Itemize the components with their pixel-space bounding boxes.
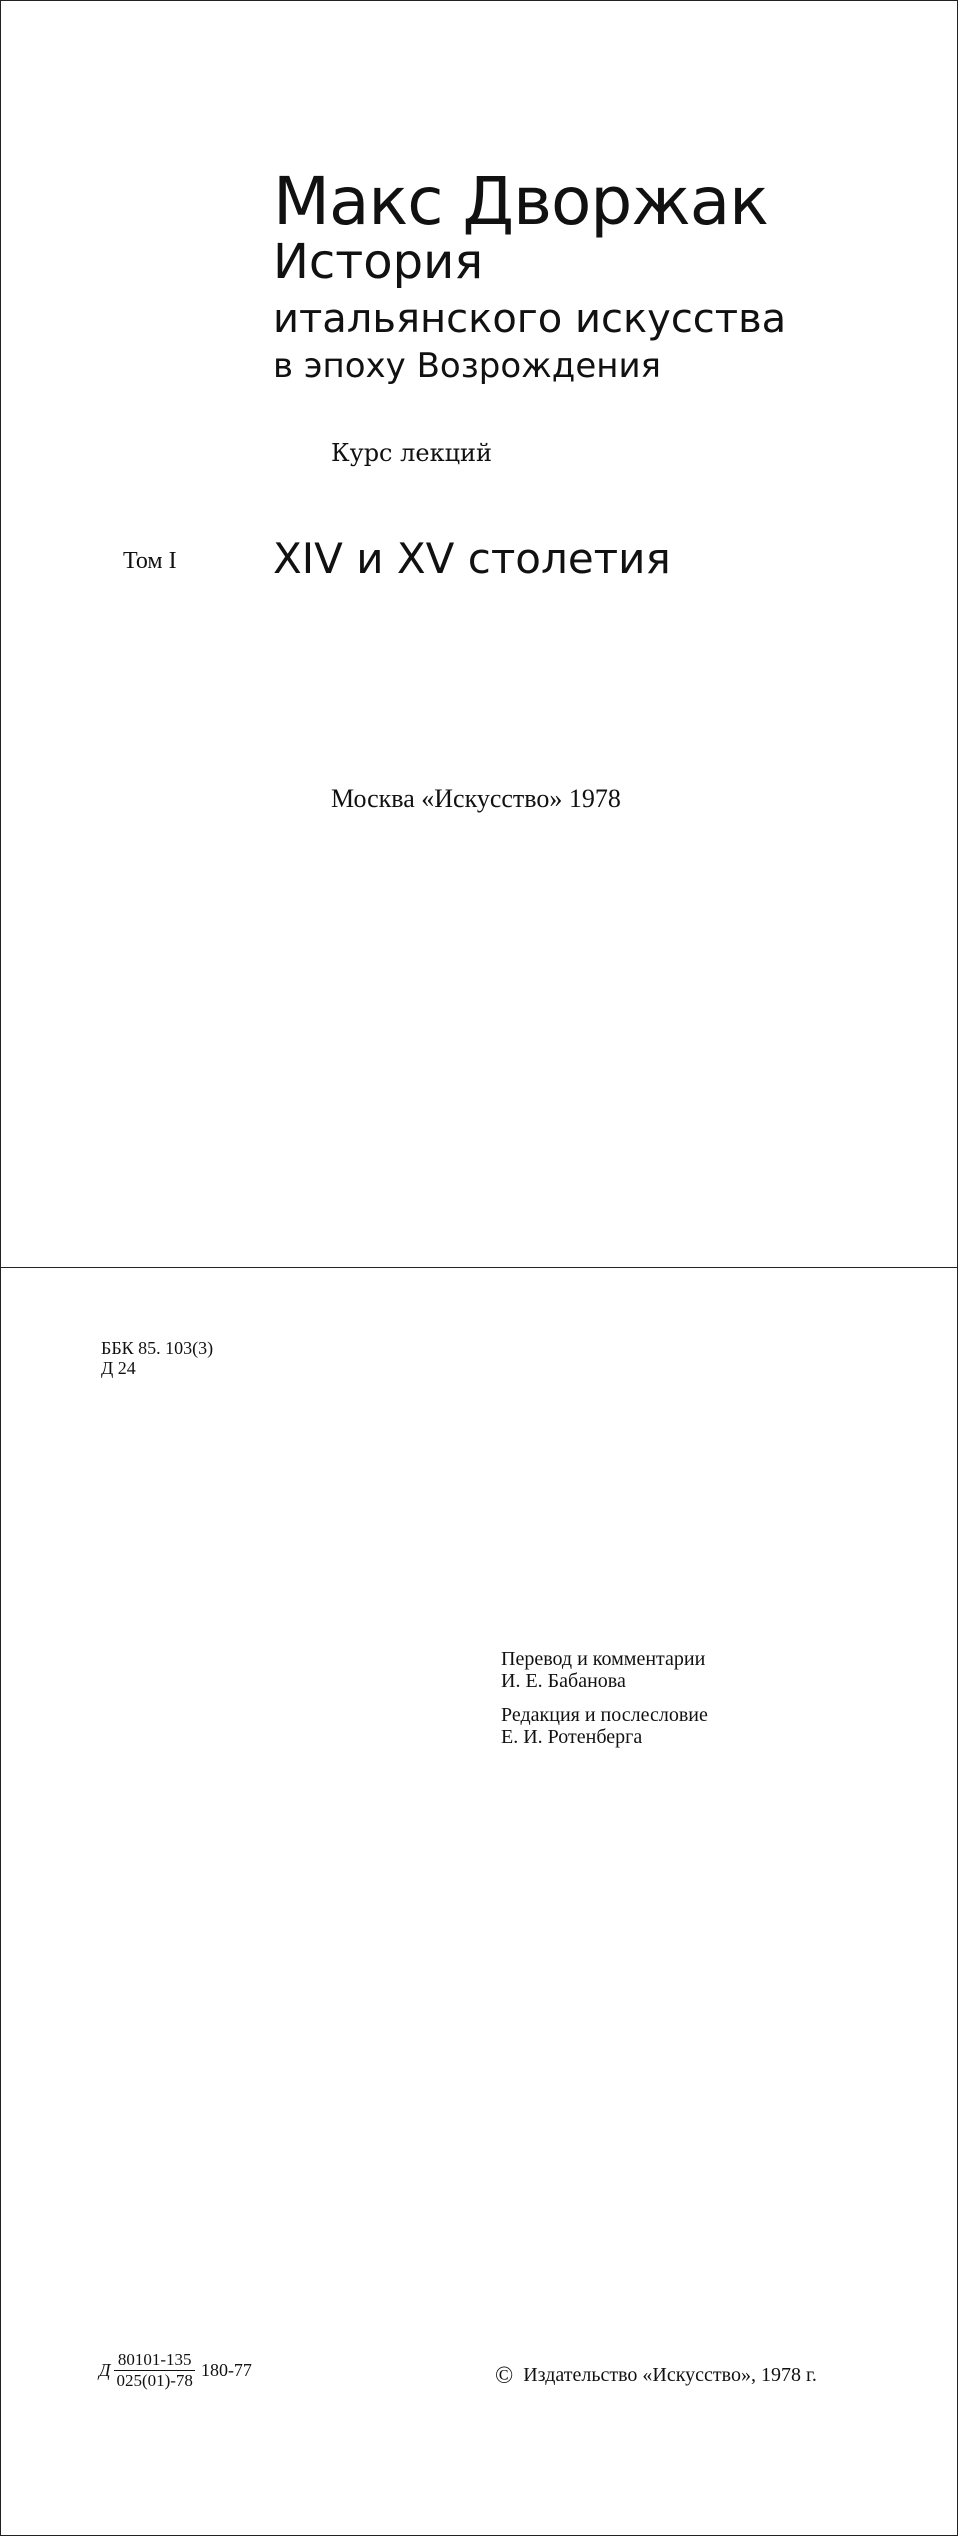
translator-name: И. Е. Бабанова <box>501 1670 626 1692</box>
verso-page <box>0 1267 958 2536</box>
book-title-line-2: итальянского искусства <box>273 296 787 342</box>
subtitle: Курс лекций <box>331 439 493 467</box>
author-name: Макс Дворжак <box>273 163 769 240</box>
volume-title: XIV и XV столетия <box>273 534 671 583</box>
bbk-code: ББК 85. 103(3) <box>101 1338 214 1358</box>
editor-name: Е. И. Ротенберга <box>501 1726 643 1748</box>
copyright-icon: © <box>495 2363 514 2389</box>
copyright-line <box>495 2363 817 2390</box>
publisher-imprint: Москва «Искусство» 1978 <box>331 784 621 813</box>
catalog-fraction <box>114 2350 194 2391</box>
book-title-line-3: в эпоху Возрождения <box>273 346 662 386</box>
translation-label: Перевод и комментарии <box>501 1648 706 1670</box>
title-page <box>0 0 958 1268</box>
copyright-text: Издательство «Искусство», 1978 г. <box>523 2364 817 2386</box>
classification-block <box>101 1338 213 1378</box>
author-mark: Д 24 <box>101 1358 136 1378</box>
catalog-denominator: 025(01)-78 <box>116 2371 193 2390</box>
editing-label: Редакция и послесловие <box>501 1704 708 1726</box>
credits-block <box>501 1648 708 1748</box>
catalog-index <box>99 2350 252 2391</box>
catalog-code: 180-77 <box>200 2360 252 2380</box>
book-title-line-1: История <box>273 234 484 290</box>
volume-label: Том I <box>123 548 177 574</box>
catalog-letter: Д <box>99 2360 111 2380</box>
catalog-numerator: 80101-135 <box>114 2350 194 2371</box>
